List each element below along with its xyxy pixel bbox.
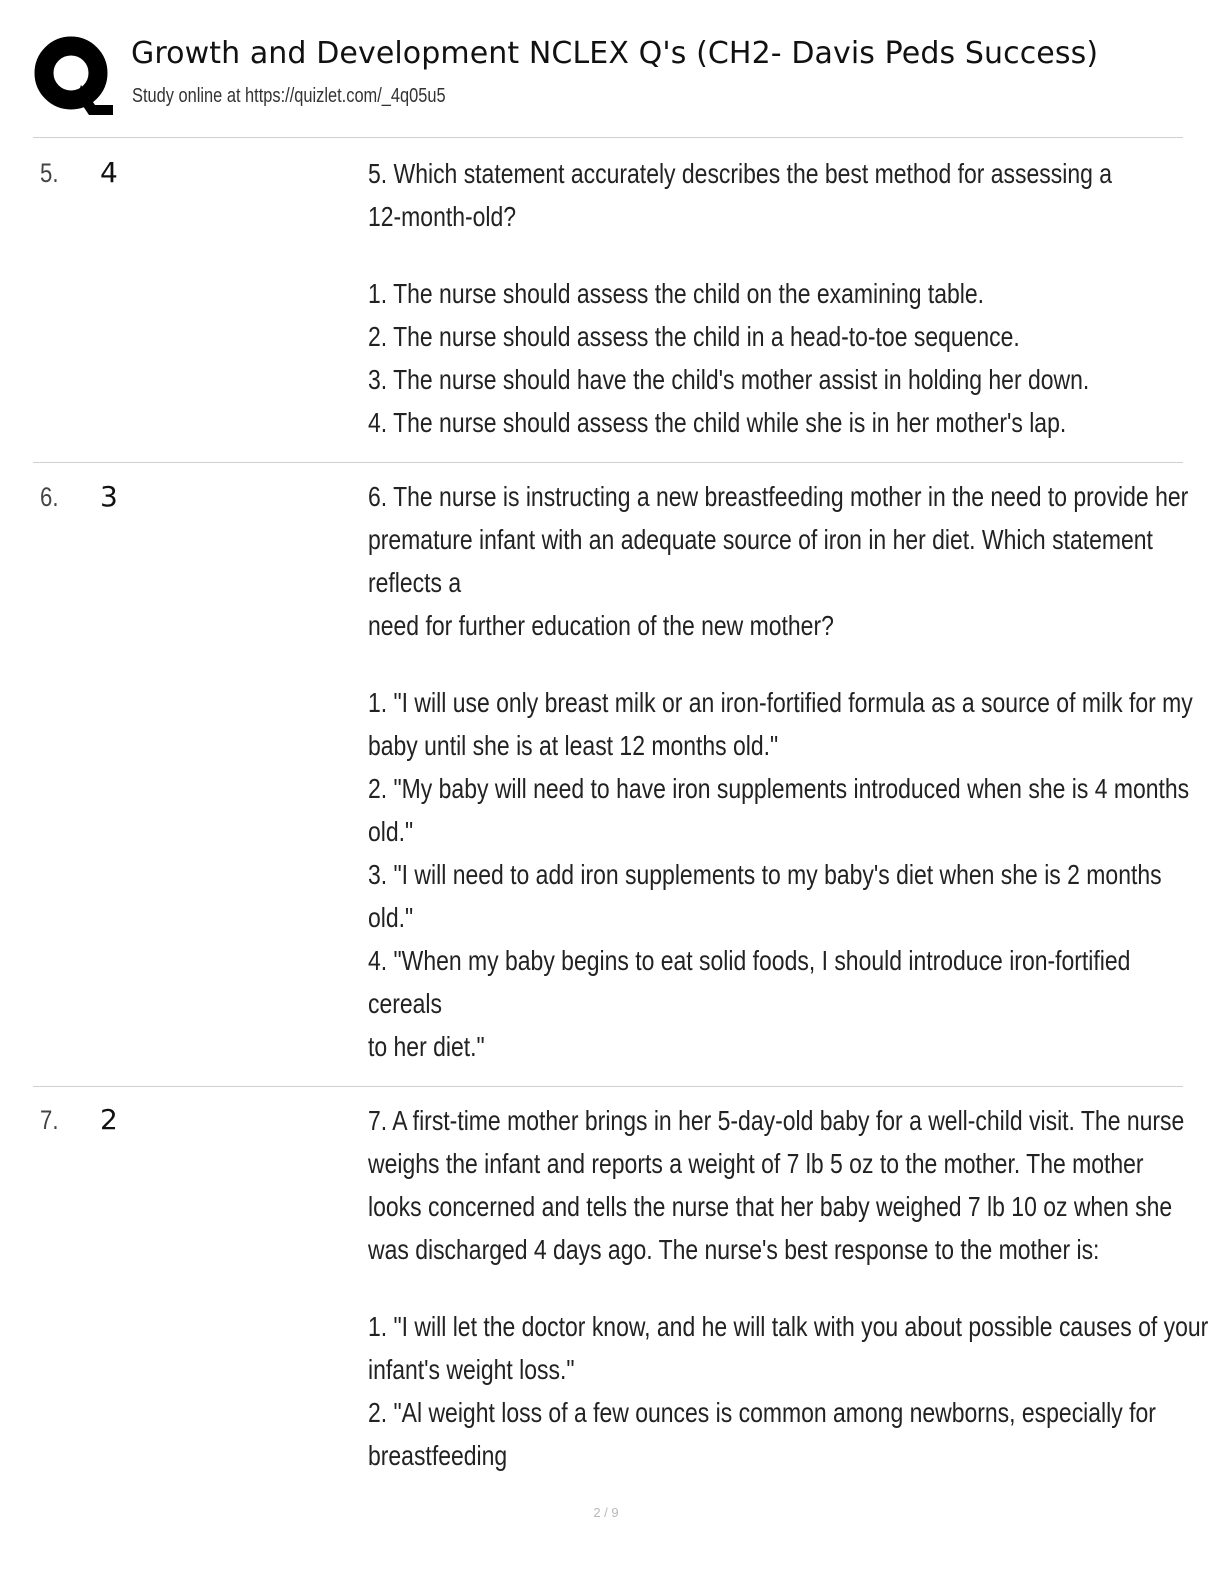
question-line: 7. A first-time mother brings in her 5-day-old baby for a well-child visit. The nurse (368, 1105, 1185, 1136)
question-line: weighs the infant and reports a weight of 7 lb 5 oz to the mother. The mother (368, 1148, 1144, 1179)
card-answer: 3 (100, 480, 118, 513)
option-line: infant's weight loss." (368, 1354, 575, 1385)
option-line: cereals (368, 988, 443, 1019)
card-question (368, 1099, 1209, 1477)
card-divider (33, 462, 1183, 463)
option-line: 3. "I will need to add iron supplements to my baby's diet when she is 2 months (368, 859, 1162, 890)
option-line: 1. "I will use only breast milk or an iron-fortified formula as a source of milk for my (368, 687, 1193, 718)
option-line: 2. The nurse should assess the child in a head-to-toe sequence. (368, 321, 1020, 352)
page-header (33, 28, 1183, 118)
option-line: breastfeeding (368, 1440, 508, 1471)
question-line: was discharged 4 days ago. The nurse's best response to the mother is: (368, 1234, 1100, 1265)
card-divider (33, 1086, 1183, 1087)
card-answer: 4 (100, 156, 118, 189)
option-line: 3. The nurse should have the child's mother assist in holding her down. (368, 364, 1090, 395)
option-line: 2. "My baby will need to have iron supplements introduced when she is 4 months (368, 773, 1190, 804)
question-line: premature infant with an adequate source of iron in her diet. Which statement (368, 524, 1153, 555)
question-line: need for further education of the new mother? (368, 610, 834, 641)
question-line: looks concerned and tells the nurse that her baby weighed 7 lb 10 oz when she (368, 1191, 1173, 1222)
study-online-link-text: Study online at https://quizlet.com/_4q05u5 (132, 85, 446, 107)
option-line: to her diet." (368, 1031, 485, 1062)
option-line: 1. The nurse should assess the child on the examining table. (368, 278, 985, 309)
card-number: 5. (40, 158, 59, 188)
page-title: Growth and Development NCLEX Q's (CH2- Davis Peds Success) (131, 36, 1099, 71)
page-number: 2 / 9 (593, 1505, 619, 1520)
card-question (368, 475, 1193, 1068)
option-line: 1. "I will let the doctor know, and he will talk with you about possible causes of your (368, 1311, 1209, 1342)
option-line: 2. "Al weight loss of a few ounces is common among newborns, especially for (368, 1397, 1156, 1428)
question-line: reflects a (368, 567, 462, 598)
question-line: 12-month-old? (368, 201, 517, 232)
card-number: 7. (40, 1105, 59, 1135)
option-line: 4. "When my baby begins to eat solid foods, I should introduce iron-fortified (368, 945, 1131, 976)
option-line: old." (368, 816, 414, 847)
quizlet-q-logo-icon (33, 35, 115, 117)
header-divider (33, 137, 1183, 138)
option-line: old." (368, 902, 414, 933)
card-answer: 2 (100, 1103, 118, 1136)
card-number: 6. (40, 482, 59, 512)
question-line: 5. Which statement accurately describes the best method for assessing a (368, 158, 1113, 189)
card-question (368, 152, 1163, 444)
option-line: baby until she is at least 12 months old." (368, 730, 779, 761)
option-line: 4. The nurse should assess the child while she is in her mother's lap. (368, 407, 1067, 438)
question-line: 6. The nurse is instructing a new breastfeeding mother in the need to provide her (368, 481, 1189, 512)
